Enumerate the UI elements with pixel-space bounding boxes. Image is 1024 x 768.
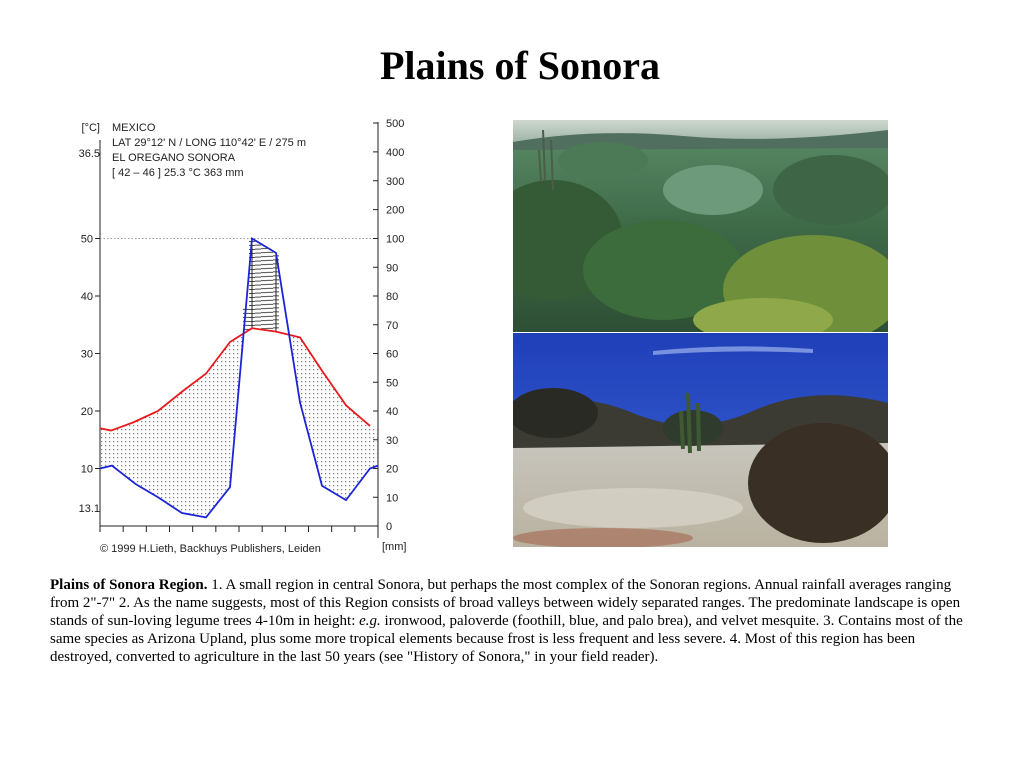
temp-tick-label: 10 [80,463,93,476]
caption-eg: e.g. [359,613,381,629]
precip-tick-label: 30 [386,434,399,447]
precip-tick-label: 100 [386,233,405,246]
station-coordinates: LAT 29°12' N / LONG 110°42' E / 275 m [112,137,306,149]
arid-period-area [100,328,378,517]
caption-lead: Plains of Sonora Region. [50,577,208,593]
precip-tick-label: 10 [386,492,399,505]
precip-tick-label: 50 [386,377,399,390]
station-name: EL OREGANO SONORA [112,152,236,164]
precip-tick-label: 0 [386,521,393,533]
precip-tick-label: 500 [386,118,405,130]
min-temp-label: 13.1 [78,503,100,515]
landscape-photo-dry [513,333,888,547]
caption [50,576,980,666]
temp-unit-label: [°C] [81,122,100,134]
precip-tick-label: 80 [386,291,399,303]
precip-tick-label: 70 [386,319,399,332]
temp-tick-label: 20 [80,406,93,418]
max-temp-label: 36.5 [78,148,100,160]
precip-tick-label: 200 [386,204,405,217]
temp-tick-label: 40 [80,291,93,303]
station-country: MEXICO [112,122,156,134]
station-summary: [ 42 – 46 ] 25.3 °C 363 mm [112,167,244,179]
precip-tick-label: 90 [386,262,399,275]
precip-tick-label: 60 [386,348,399,361]
precip-tick-label: 400 [386,146,405,159]
climate-diagram [75,112,420,560]
precip-tick-label: 300 [386,175,405,188]
temp-tick-label: 30 [80,348,93,361]
caption-part1: 1. A small region in central Sonora, but perhaps the most complex of the Sonoran regions. Annual rainfall averages ranging from 2"-7" 2. As the name suggests, most of this Region consists of broad valleys between widely separated ranges. The predominate landscape is open stands of sun-loving legume trees 4-10m in height: [50,577,961,629]
landscape-photo-green [513,120,888,332]
precip-tick-label: 40 [386,406,399,418]
copyright-label: © 1999 H.Lieth, Backhuys Publishers, Leiden [100,543,321,555]
slide-title: Plains of Sonora [379,43,661,88]
caption-part2: ironwood, paloverde (foothill, blue, and palo brea), and velvet mesquite. 3. Contains most of the same species as Arizona Upland, plus some more tropical elements because frost is less frequent and less severe. 4. Most of this region has been destroyed, converted to agriculture in the last 50 years (see "History of Sonora," in your field reader). [50,613,963,665]
temp-tick-label: 50 [80,233,93,246]
precip-unit-label: [mm] [382,541,407,553]
precip-tick-label: 20 [386,463,399,476]
